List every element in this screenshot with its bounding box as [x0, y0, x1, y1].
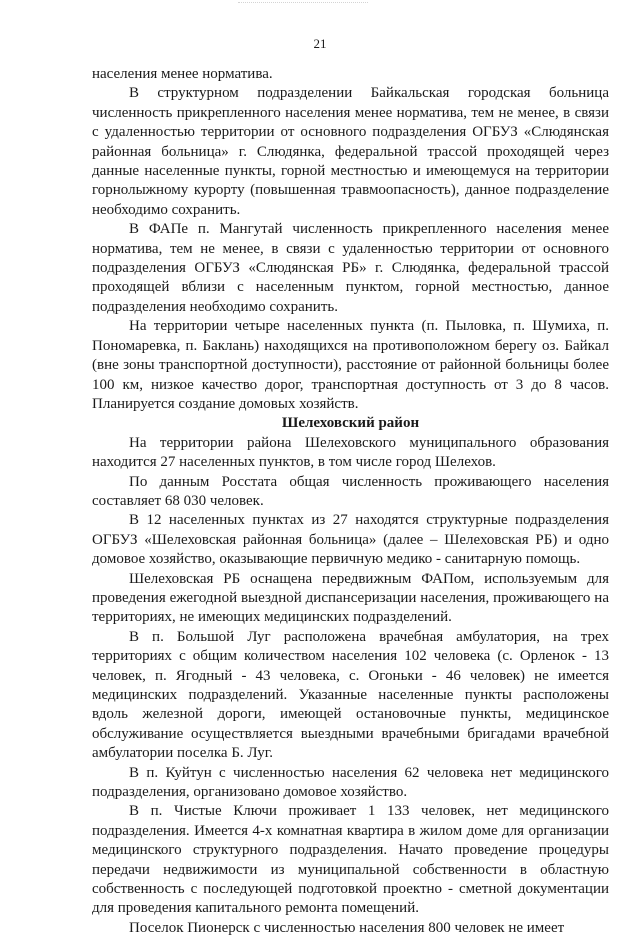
paragraph: По данным Росстата общая численность проживающего населения составляет 68 030 человек.: [92, 473, 609, 509]
paragraph: На территории четыре населенных пункта (п. Пыловка, п. Шумиха, п. Пономаревка, п. Баклань) находящихся на противоположном берегу оз. Байкал (вне зоны транспортной доступности), расстояние от районной больницы более 100 км, низкое качество дорог, транспортная доступность от 3 до 8 часов. Планируется создание домовых хозяйств.: [92, 318, 609, 412]
paragraph: Поселок Пионерск с численностью населения 800 человек не имеет: [129, 919, 565, 936]
paragraph: На территории района Шелеховского муниципального образования находится 27 населенных пунктов, в том числе город Шелехов.: [92, 434, 609, 471]
paragraph: В п. Чистые Ключи проживает 1 133 человек, нет медицинского подразделения. Имеется 4-х комнатная квартира в жилом доме для организации медицинского структурного подразделения. Начато проведение процедуры передачи недвижимости из муниципальной собственности в областную собственность с последующей подготовкой проектно - сметной документации для проведения капитального ремонта помещений.: [92, 803, 609, 917]
paragraph: Шелеховская РБ оснащена передвижным ФАПом, используемым для проведения ежегодной выездной диспансеризации населения, проживающего на территориях, не имеющих медицинских подразделений.: [92, 570, 609, 626]
scan-artifact: [238, 2, 368, 7]
page-number: 21: [313, 36, 327, 51]
section-heading: Шелеховский район: [281, 415, 420, 432]
paragraph: В ФАПе п. Мангутай численность прикрепленного населения менее норматива, тем не менее, в связи с удаленностью территории от основного подразделения ОГБУЗ «Слюдянская РБ» г. Слюдянка, федеральной трассой проходящей вблизи с населенным пунктом, горной местностью, данное подразделения необходимо сохранить.: [92, 221, 609, 315]
paragraph: В структурном подразделении Байкальская городская больница численность прикрепленного населения менее норматива, тем не менее, в связи с удаленностью территории от основного подразделения ОГБУЗ «Слюдянская районная больница» г. Слюдянка, федеральной трассой проходящей через данные населенные пункты, горной местностью и имеющемуся на территории горнолыжному курорту (повышенная травмоопасность), данное подразделение необходимо сохранить.: [92, 85, 609, 218]
paragraph: В п. Большой Луг расположена врачебная амбулатория, на трех территориях с общим количеством населения 102 человека (с. Орленок - 13 человек, п. Ягодный - 43 человека, с. Огоньки - 46 человек) не имеется медицинских подразделений. Указанные населенные пункты расположены вдоль железной дороги, имеющей остановочные пункты, медицинское обслуживание осуществляется выездными врачебными бригадами врачебной амбулатории поселка Б. Луг.: [92, 628, 609, 762]
paragraph: В 12 населенных пунктах из 27 находятся структурные подразделения ОГБУЗ «Шелеховская районная больница» (далее – Шелеховская РБ) и одно домовое хозяйство, оказывающие первичную медико - санитарную помощь.: [92, 512, 609, 568]
paragraph: населения менее норматива.: [92, 66, 273, 82]
paragraph: В п. Куйтун с численностью населения 62 человека нет медицинского подразделения, организовано домовое хозяйство.: [92, 764, 609, 801]
document-body: [92, 65, 609, 938]
